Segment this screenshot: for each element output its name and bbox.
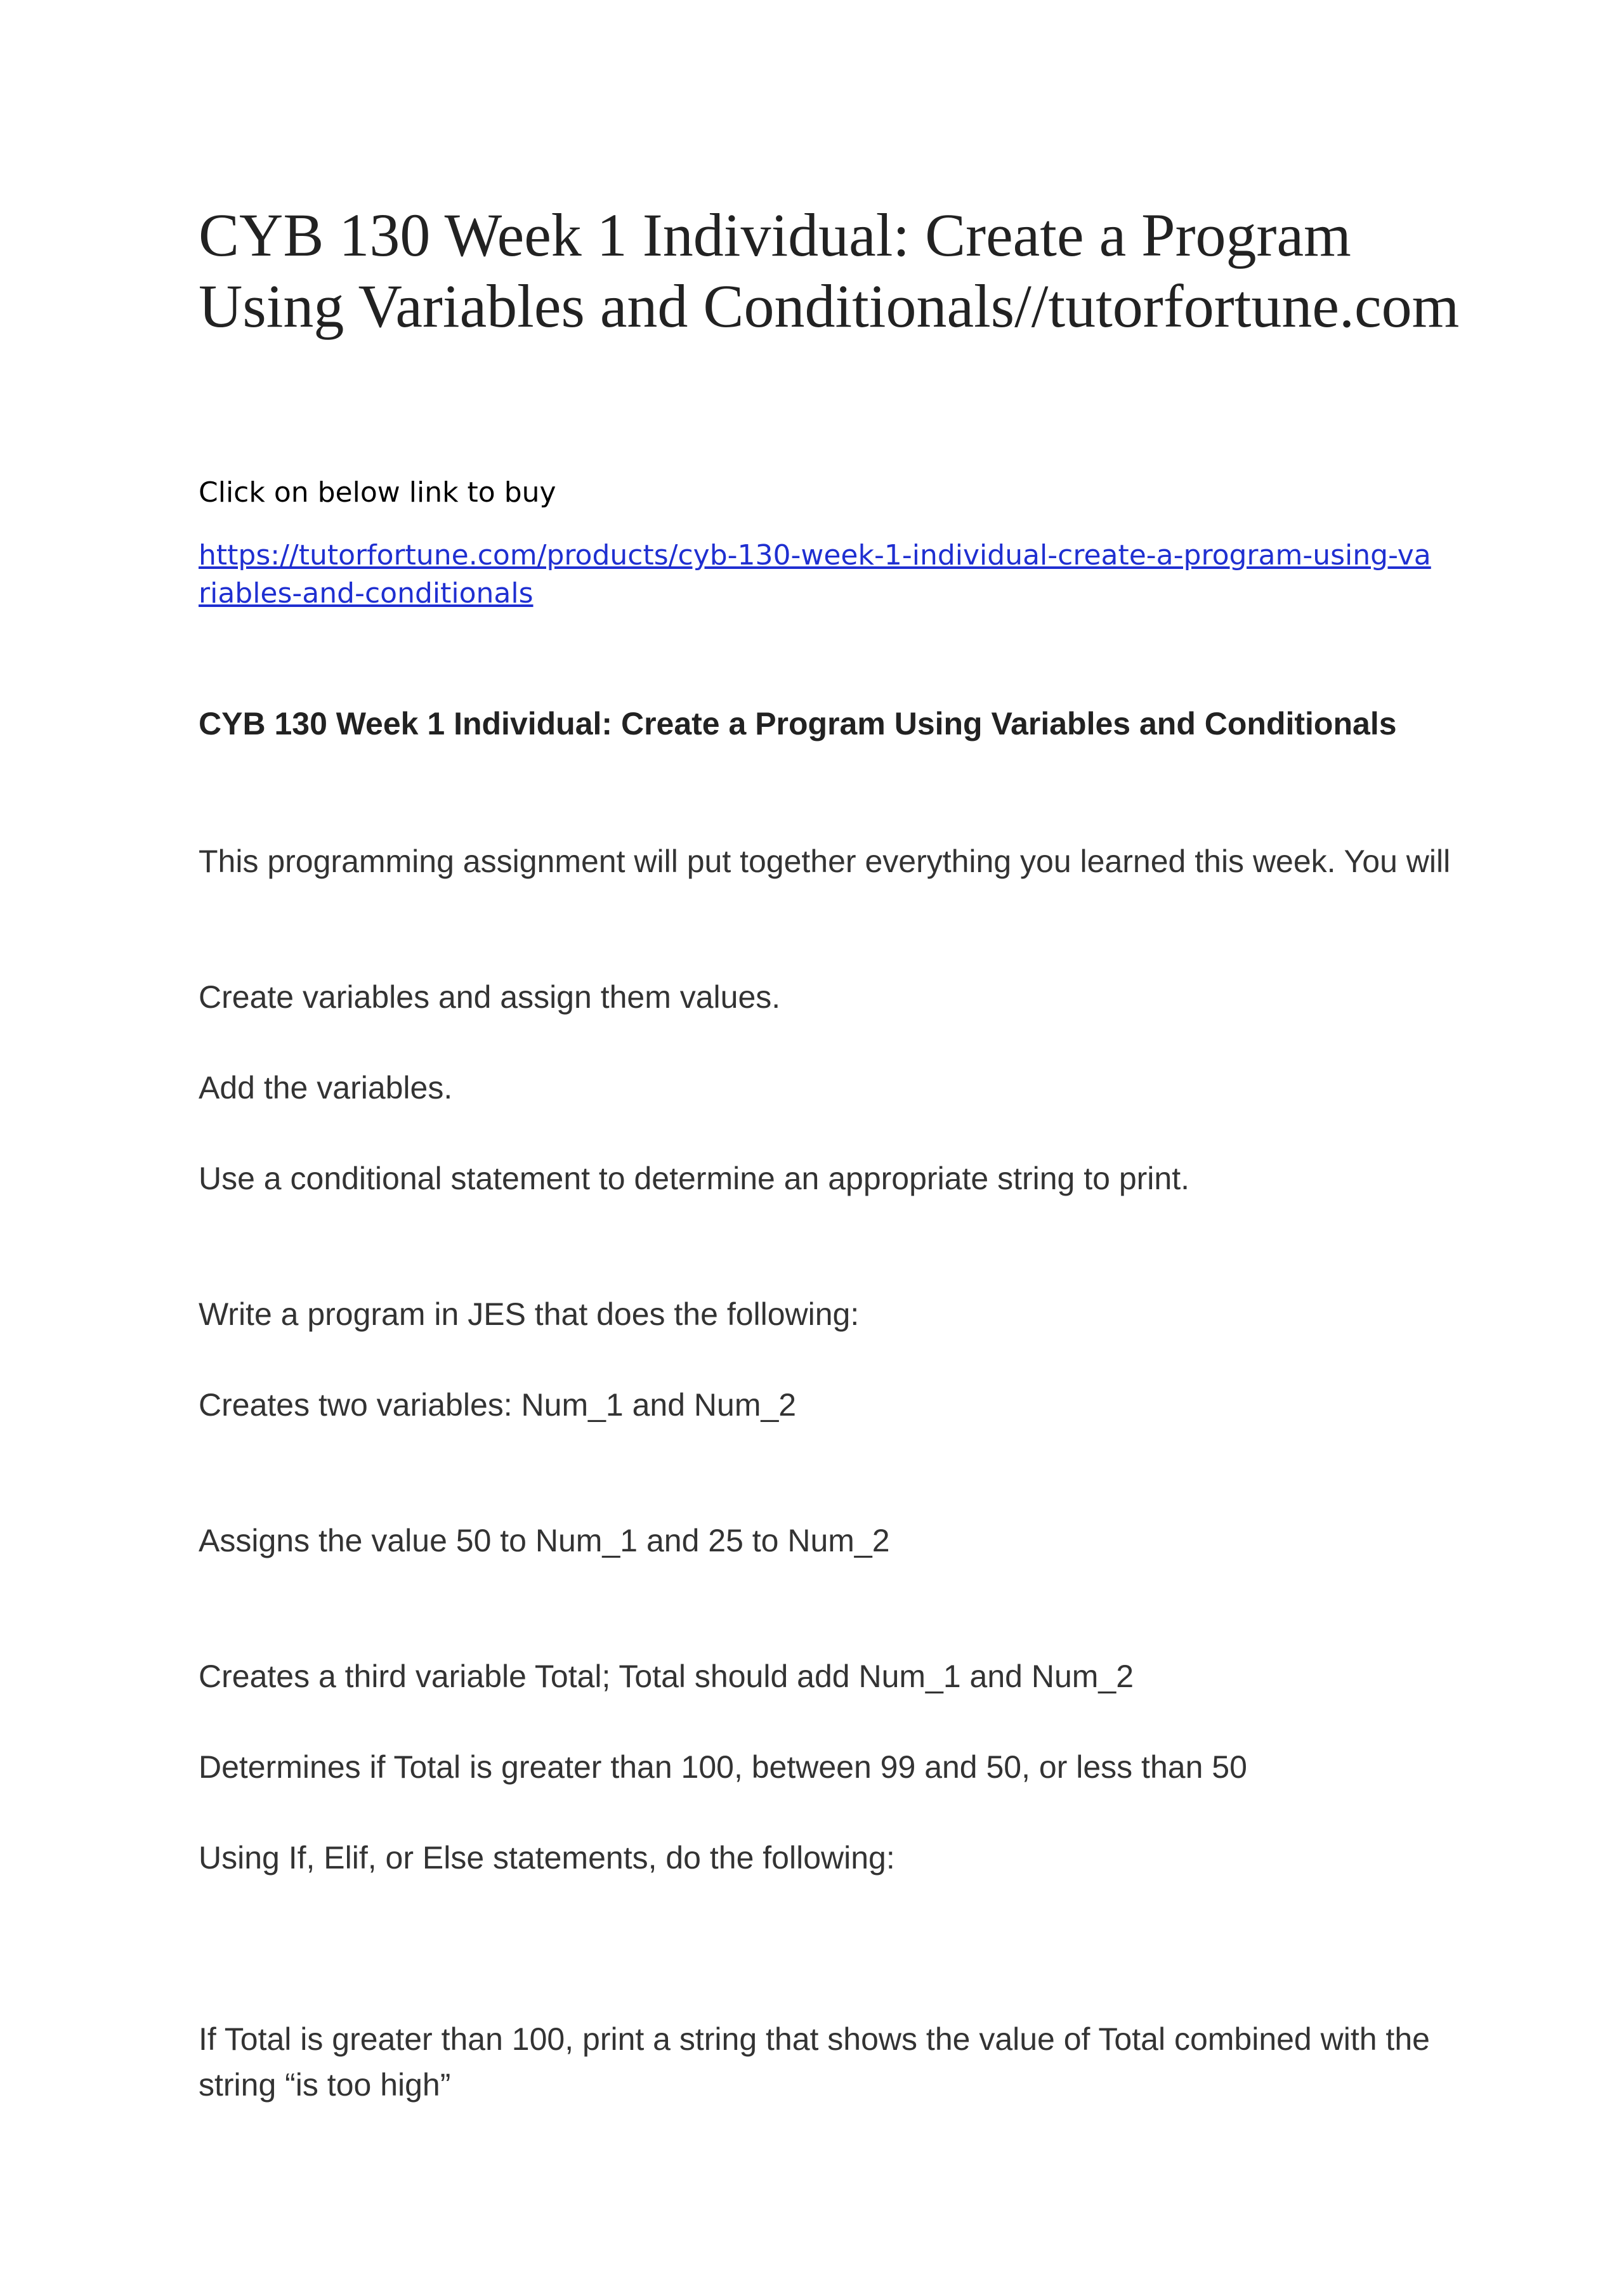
list-item: Creates a third variable Total; Total should add Num_1 and Num_2: [199, 1659, 1134, 1694]
product-link[interactable]: https://tutorfortune.com/products/cyb-130-week-1-individual-create-a-program-using-variables-and-conditionals: [199, 539, 1431, 610]
intro-paragraph: This programming assignment will put together everything you learned this week. You will: [199, 844, 1451, 879]
list-item: Assigns the value 50 to Num_1 and 25 to Num_2: [199, 1523, 890, 1558]
list-item: Using If, Elif, or Else statements, do the following:: [199, 1840, 895, 1875]
list-item: Creates two variables: Num_1 and Num_2: [199, 1387, 797, 1423]
condition-paragraph: If Total is greater than 100, print a string that shows the value of Total combined with the string “is too high”: [199, 2021, 1430, 2103]
page-title: CYB 130 Week 1 Individual: Create a Program Using Variables and Conditionals//tutorfortune.com: [199, 201, 1460, 340]
list-item: Add the variables.: [199, 1070, 453, 1106]
list-item: Determines if Total is greater than 100, between 99 and 50, or less than 50: [199, 1749, 1247, 1785]
list-item: Use a conditional statement to determine an appropriate string to print.: [199, 1161, 1189, 1196]
instruction-paragraph: Write a program in JES that does the following:: [199, 1296, 860, 1332]
buy-prompt: Click on below link to buy: [199, 476, 556, 509]
section-heading: CYB 130 Week 1 Individual: Create a Program Using Variables and Conditionals: [199, 706, 1397, 741]
list-item: Create variables and assign them values.: [199, 979, 781, 1015]
